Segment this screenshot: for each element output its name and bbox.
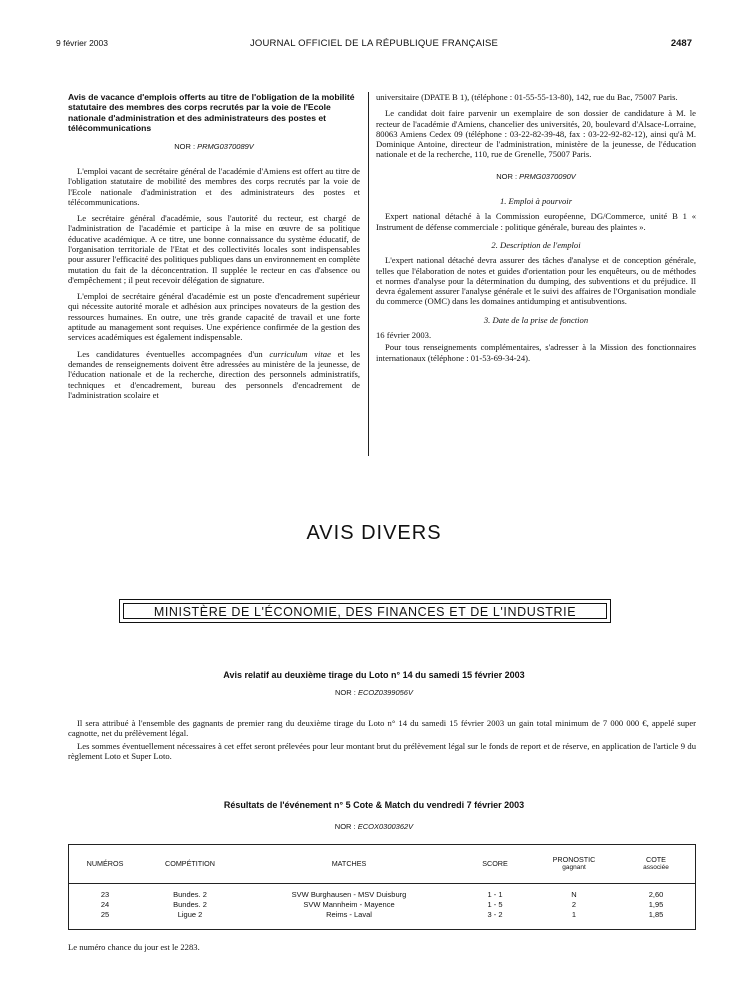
paragraph: L'expert national détaché devra assurer des tâches d'analyse et de conception générale, telles que l'élaboration de notes et guides d'orientation pour les enquêteurs, ou de méthodes et normes d'analyse pour la détermination du dumping, des subventions et du préjudice. Il devra également assurer l'analyse générale et le suivi des affaires de l'Organisation mondiale du commerce (OMC) dans les domaines antidumping et antisubventions. (376, 255, 696, 307)
nor-code: PRMG0370090V (519, 171, 576, 181)
nor-label: NOR : (335, 688, 358, 697)
table-row (69, 910, 695, 920)
nor-label: NOR : (334, 822, 358, 831)
cell-cote: 1,85 (648, 910, 664, 919)
issue-date: 9 février 2003 (56, 38, 108, 48)
left-column (68, 92, 360, 406)
paragraph: Expert national détaché à la Commission européenne, DG/Commerce, unité B 1 « Instrument de défense commerciale : politique générale, bureau des plaintes ». (376, 211, 696, 232)
paragraph: Il sera attribué à l'ensemble des gagnants de premier rang du deuxième tirage du Loto n° 14 du samedi 15 février 2003 un gain total minimum de 7 000 000 €, appelé super cagnotte, net du prélèvement légal. (68, 718, 696, 739)
column-divider (368, 92, 369, 456)
right-column (376, 92, 696, 369)
chance-number-note: Le numéro chance du jour est le 2283. (68, 942, 200, 952)
paragraph: L'emploi vacant de secrétaire général de l'académie d'Amiens est offert au titre de l'obligation statutaire de mobilité des membres des corps recrutés par la voie de l'Ecole nationale d'administration et des administrateurs des postes et télécommunications. (68, 165, 360, 207)
section-heading: 1. Emploi à pourvoir (499, 196, 573, 207)
loto-title: Avis relatif au deuxième tirage du Loto n° 14 du samedi 15 février 2003 (223, 670, 525, 680)
section-title-avis-divers: AVIS DIVERS (306, 522, 442, 544)
nor-label: NOR : (174, 141, 198, 151)
paragraph: Le candidat doit faire parvenir un exemplaire de son dossier de candidature à M. le recteur de l'académie d'Amiens, chancelier des universités, 20, boulevard d'Alsace-Lorraine, 80063 Amiens Cedex 09 (téléphone : 03-22-82-39-48, fax : 03-22-92-82-12), ainsi qu'à M. Dominique Antoine, directeur de l'administration, ministère de la jeunesse, de l'éducation nationale et de la recherche, 110, rue de Grenelle, 75007 Paris. (376, 108, 696, 160)
header-subline: gagnant (562, 864, 586, 871)
nor-reference (68, 142, 360, 152)
paragraph (68, 349, 360, 400)
header-line: PRONOSTIC (552, 855, 596, 864)
nor-label: NOR : (496, 171, 520, 181)
cell-pronostic: N (571, 890, 577, 899)
cell-cote: 2,60 (648, 890, 664, 899)
journal-title: JOURNAL OFFICIEL DE LA RÉPUBLIQUE FRANÇAISE (249, 38, 499, 49)
loto-body (68, 718, 696, 763)
section-heading: 2. Description de l'emploi (491, 239, 581, 250)
col-header-matches: MATCHES (331, 859, 367, 868)
table-body (69, 884, 695, 920)
nor-reference (0, 688, 748, 697)
paragraph: Le secrétaire général d'académie, sous l'autorité du recteur, est chargé de l'administration de l'académie et participe à la mise en œuvre de sa politique éducative académique. A ce titre, une bonne connaissance du système éducatif, de l'organisation territoriale de l'Etat et des collectivités locales sont indispensables pour assurer l'efficacité des politiques publiques dans un environnement en complète mutation du fait de la déconcentration. Il supplée le recteur en cas d'absence ou d'empêchement ; il peut recevoir délégation de signature. (68, 213, 360, 285)
header-line: COTE (646, 855, 666, 864)
cell-match: SVW Burghausen - MSV Duisburg (291, 890, 407, 899)
italic-term: curriculum vitae (269, 348, 331, 359)
cell-score: 1 - 1 (487, 890, 503, 899)
section-heading: 3. Date de la prise de fonction (483, 314, 589, 325)
table-row (69, 890, 695, 900)
nor-code: PRMG0370089V (197, 141, 254, 151)
nor-reference (0, 822, 748, 831)
cell-numero: 24 (100, 900, 110, 909)
cell-match: SVW Mannheim - Mayence (303, 900, 395, 909)
col-header-score: SCORE (482, 859, 508, 868)
cell-pronostic: 2 (571, 900, 577, 909)
page-number: 2487 (670, 38, 692, 49)
cell-score: 3 - 2 (487, 910, 503, 919)
text-run: Les candidatures éventuelles accompagnées d'un (77, 348, 270, 359)
paragraph: Pour tous renseignements complémentaires, s'adresser à la Mission des fonctionnaires internationaux (téléphone : 01-53-69-34-24). (376, 342, 696, 363)
cell-match: Reims - Laval (326, 910, 372, 919)
results-table (68, 844, 696, 930)
nor-code: ECOZ0399056V (357, 688, 413, 697)
cell-numero: 23 (100, 890, 110, 899)
paragraph: universitaire (DPATE B 1), (téléphone : 01-55-55-13-80), 142, rue du Bac, 75007 Paris. (376, 92, 678, 102)
paragraph: L'emploi de secrétaire général d'académie est un poste d'encadrement supérieur qui nécessite autorité morale et adhésion aux principes novateurs de la gestion des ressources humaines. En outre, une très grande capacité de travail et une forte aptitude au management sont requises. Une expérience confirmée de la gestion des services académiques est également indispensable. (68, 291, 360, 343)
ministry-name: MINISTÈRE DE L'ÉCONOMIE, DES FINANCES ET DE L'INDUSTRIE (123, 603, 607, 619)
col-header-cote (617, 845, 695, 883)
header-subline: associée (643, 864, 669, 871)
cell-cote: 1,95 (648, 900, 664, 909)
paragraph: Les sommes éventuellement nécessaires à cet effet seront prélevées pour leur montant brut du prélèvement légal sur le fonds de report et de réserve, en application de l'article 9 du règlement Loto et Super Loto. (68, 740, 696, 761)
table-row (69, 900, 695, 910)
col-header-pronostic (531, 845, 617, 883)
col-header-numeros: NUMÉROS (86, 859, 124, 868)
date-line: 16 février 2003. (376, 330, 432, 341)
notice-title: Avis de vacance d'emplois offerts au titre de l'obligation de la mobilité statutaire des membres des corps recrutés par la voie de l'Ecole nationale d'administration et des administrateurs des postes et télécommunications (68, 92, 355, 134)
nor-code: ECOX0300362V (357, 822, 414, 831)
text-run: et les demandes de renseignements doivent être adressées au ministère de la jeunesse, de l'éducation nationale et de la recherche, direction des personnels administratifs, techniques et d'encadrement, bureau des personnels d'encadrement de l'administration scolaire et (68, 348, 360, 400)
col-header-competition: COMPÉTITION (165, 859, 215, 868)
table-header (69, 845, 695, 884)
results-title: Résultats de l'événement n° 5 Cote & Match du vendredi 7 février 2003 (223, 800, 525, 810)
cell-pronostic: 1 (571, 910, 577, 919)
cell-competition: Ligue 2 (177, 910, 203, 919)
cell-competition: Bundes. 2 (173, 890, 207, 899)
ministry-box (119, 599, 611, 623)
cell-numero: 25 (100, 910, 110, 919)
cell-competition: Bundes. 2 (173, 900, 207, 909)
page-header (56, 38, 692, 54)
cell-score: 1 - 5 (487, 900, 503, 909)
nor-reference (376, 172, 696, 182)
